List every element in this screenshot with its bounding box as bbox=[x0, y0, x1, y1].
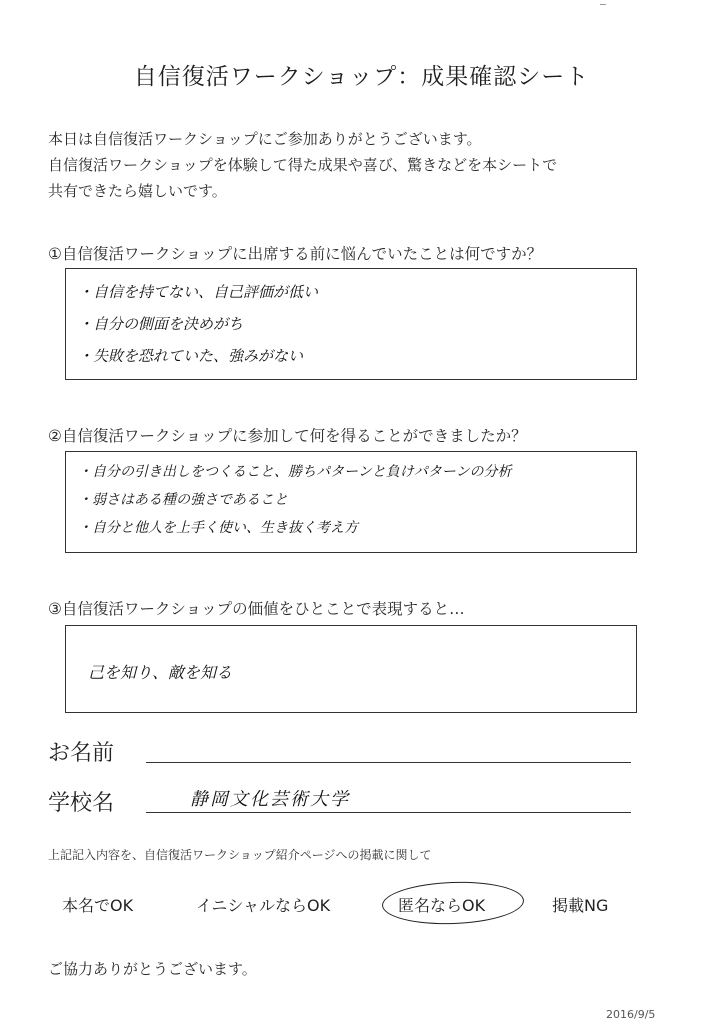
name-label: お名前 bbox=[48, 741, 115, 766]
answer-3-line-1: 己を知り、敵を知る bbox=[88, 663, 233, 682]
name-line bbox=[146, 762, 631, 763]
intro-line-3: 共有できたら嬉しいです。 bbox=[48, 182, 227, 200]
answer-2-line-3: ・自分と他人を上手く使い、生き抜く考え方 bbox=[78, 520, 358, 536]
question-2-answer-box bbox=[65, 451, 637, 553]
consent-question: 上記記入内容を、自信復活ワークショップ紹介ページへの掲載に関して bbox=[48, 848, 432, 862]
answer-1-line-3: ・失敗を恐れていた、強みがない bbox=[78, 347, 304, 365]
date-stamp: 2016/9/5 bbox=[606, 1008, 656, 1021]
question-3-answer-box bbox=[65, 625, 637, 713]
question-1-answer-box bbox=[65, 268, 637, 380]
school-value: 静岡文化芸術大学 bbox=[190, 789, 350, 810]
intro-line-2: 自信復活ワークショップを体験して得た成果や喜び、驚きなどを本シートで bbox=[48, 156, 558, 174]
question-1-label: ①自信復活ワークショップに出席する前に悩んでいたことは何ですか？ bbox=[48, 245, 543, 263]
answer-2-line-1: ・自分の引き出しをつくること、勝ちパターンと負けパターンの分析 bbox=[78, 464, 512, 480]
question-2-label: ②自信復活ワークショップに参加して何を得ることができましたか？ bbox=[48, 427, 527, 445]
question-3-label: ③自信復活ワークショップの価値をひとことで表現すると… bbox=[48, 600, 465, 618]
school-line bbox=[146, 812, 631, 813]
option-real-name[interactable]: 本名でOK bbox=[62, 896, 134, 915]
scan-speck bbox=[600, 4, 606, 8]
answer-2-line-2: ・弱さはある種の強さであること bbox=[78, 492, 288, 508]
option-anonymous[interactable]: 匿名ならOK bbox=[398, 896, 486, 915]
sheet-title: 自信復活ワークショップ：成果確認シート bbox=[133, 64, 590, 90]
answer-1-line-2: ・自分の側面を決めがち bbox=[78, 315, 244, 333]
thanks-message: ご協力ありがとうございます。 bbox=[48, 960, 257, 978]
option-initials[interactable]: イニシャルならOK bbox=[196, 896, 331, 915]
option-no-publish[interactable]: 掲載NG bbox=[552, 896, 609, 915]
intro-line-1: 本日は自信復活ワークショップにご参加ありがとうございます。 bbox=[48, 130, 482, 148]
school-label: 学校名 bbox=[48, 791, 115, 816]
answer-1-line-1: ・自信を持てない、自己評価が低い bbox=[78, 283, 319, 301]
